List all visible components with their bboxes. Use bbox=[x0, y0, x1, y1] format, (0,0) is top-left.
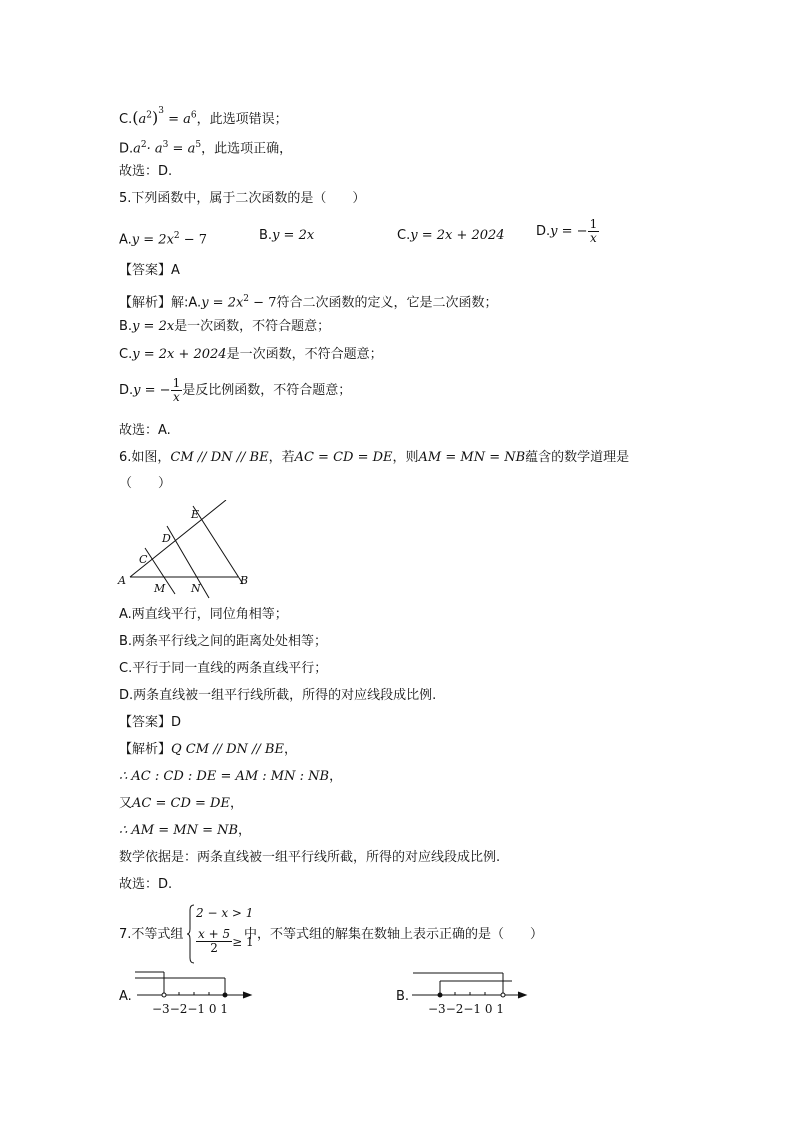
q5-analysis-c: C.y = 2x + 2024是一次函数，不符合题意； bbox=[119, 347, 383, 362]
q5-option-c: C.y = 2x + 2024 bbox=[397, 228, 505, 243]
sol4-choice: 故选：D. bbox=[119, 164, 173, 179]
label-b: B bbox=[240, 574, 249, 587]
q6-stem-paren: （ ） bbox=[119, 476, 172, 491]
q6-option-a: A.两直线平行，同位角相等； bbox=[119, 607, 288, 622]
q7-option-a-number-line bbox=[135, 968, 260, 1000]
q7-option-a-label: A. bbox=[119, 989, 132, 1004]
brace-icon bbox=[187, 904, 195, 964]
q5-option-d: D.y = − $\frac{1}{x}$ bbox=[536, 217, 598, 245]
sol4-line-d: $D.a^2\cdot a^3 = a^5$，此选项正确， bbox=[119, 140, 293, 157]
q5-analysis-d: D.y = − $\frac{1}{x}$ 是反比例函数，不符合题意； bbox=[119, 376, 352, 404]
q5-choice: 故选：A. bbox=[119, 423, 171, 438]
q7-option-a-ticks: −3−2−1 0 1 bbox=[152, 1002, 228, 1016]
label-e: E bbox=[191, 508, 200, 521]
q6-option-c: C.平行于同一直线的两条直线平行； bbox=[119, 661, 328, 676]
label-n: N bbox=[191, 582, 201, 595]
q5-option-b: B.y = 2x bbox=[259, 228, 315, 243]
q5-analysis-b: B.y = 2x是一次函数，不符合题意； bbox=[119, 319, 331, 334]
q7-stem-suffix: 中，不等式组的解集在数轴上表示正确的是（ ） bbox=[244, 927, 544, 942]
line-dn bbox=[167, 526, 209, 598]
sol4-line-c: $C.(a^2)^3 = a^6$，此选项错误； bbox=[119, 106, 288, 127]
label-m: M bbox=[154, 582, 166, 595]
math-expression: ( bbox=[132, 108, 139, 127]
label-a: A bbox=[118, 574, 126, 587]
q6-stem: 6.如图，CM // DN // BE，若AC = CD = DE，则AM = MN = NB蕴含的数学道理是 bbox=[119, 450, 630, 465]
q7-inequality-system bbox=[187, 904, 254, 964]
q7-stem-prefix: 7.不等式组 bbox=[119, 927, 184, 942]
fraction: $\frac{1}{x}$ bbox=[172, 376, 181, 404]
q7-option-b-ticks: −3−2−1 0 1 bbox=[428, 1002, 504, 1016]
label-c: C bbox=[139, 553, 148, 566]
q6-analysis-3: 又AC = CD = DE， bbox=[119, 796, 243, 811]
q6-choice: 故选：D. bbox=[119, 877, 173, 892]
inequality-1: 2 − x > 1 bbox=[196, 906, 254, 920]
line-be bbox=[193, 506, 243, 584]
label-d: D bbox=[162, 532, 171, 545]
q6-analysis-1: 【解析】Q CM // DN // BE， bbox=[119, 742, 297, 757]
q5-stem: 5.下列函数中，属于二次函数的是（ ） bbox=[119, 191, 366, 206]
q5-analysis-a: 【解析】解:A.y = $2x^2 - 7$符合二次函数的定义，它是二次函数； bbox=[119, 294, 498, 311]
q6-geometry-figure bbox=[112, 500, 262, 600]
fraction: $\frac{1}{x}$ bbox=[589, 217, 598, 245]
q6-option-d: D.两条直线被一组平行线所截，所得的对应线段成比例. bbox=[119, 688, 437, 703]
q6-basis: 数学依据是：两条直线被一组平行线所截，所得的对应线段成比例. bbox=[119, 850, 501, 865]
q6-answer: 【答案】D bbox=[119, 715, 182, 730]
q6-analysis-4: ∴ AM = MN = NB， bbox=[119, 823, 252, 838]
q7-option-b-number-line bbox=[410, 968, 535, 1000]
q7-option-b-label: B. bbox=[396, 989, 410, 1004]
inequality-2: $\frac{x + 5}{2}$ ≥ 1 bbox=[198, 927, 254, 955]
q6-analysis-2: ∴ AC : CD : DE = AM : MN : NB， bbox=[119, 769, 343, 784]
q5-answer: 【答案】A bbox=[119, 263, 180, 278]
fraction: $\frac{x + 5}{2}$ bbox=[198, 927, 231, 955]
q6-option-b: B.两条平行线之间的距离处处相等； bbox=[119, 634, 328, 649]
q5-option-a: $A.y = 2x^2 - 7$ bbox=[119, 231, 208, 248]
